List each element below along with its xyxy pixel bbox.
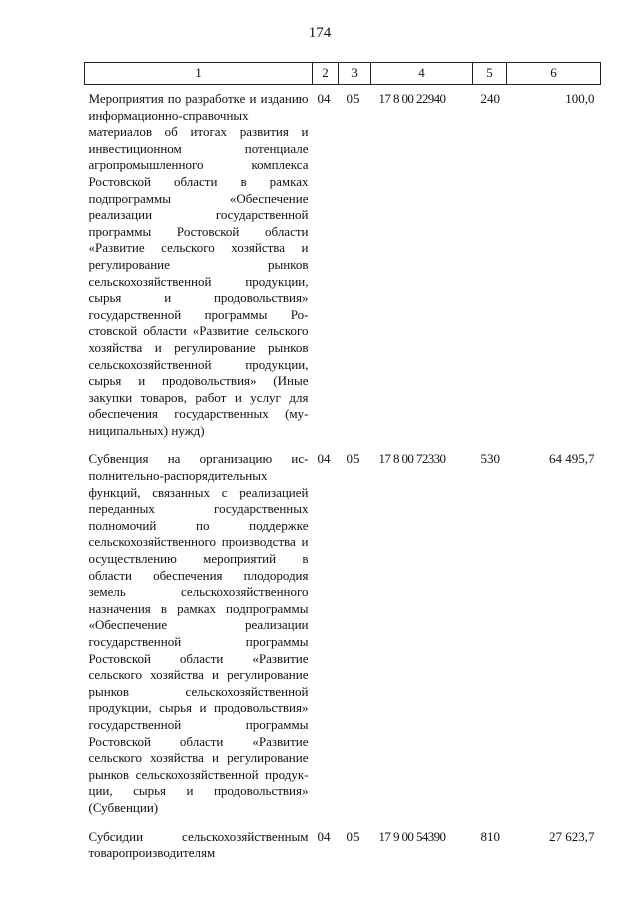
header-row [85, 63, 601, 85]
row-expense-type: 240 [480, 91, 500, 106]
row-subsection: 05 [346, 451, 360, 467]
table-row [85, 823, 601, 868]
budget-table [84, 62, 601, 868]
table-row [85, 445, 601, 822]
page-number: 174 [308, 25, 332, 41]
row-target-article: 17 9 00 54390 [378, 828, 446, 844]
row-target-article: 17 8 00 72330 [378, 451, 446, 467]
column-header-4: 4 [371, 63, 473, 85]
row-section: 04 [317, 91, 331, 106]
row-subsection: 05 [346, 828, 360, 844]
row-amount: 64 495,7 [549, 451, 595, 467]
row-target-article: 17 8 00 22940 [378, 91, 446, 106]
column-header-3: 3 [339, 63, 371, 85]
row-amount: 100,0 [565, 91, 595, 106]
row-description: Субсидии сельскохозяйственным товаропроизводителям [88, 828, 309, 861]
row-expense-type: 530 [480, 451, 500, 467]
column-header-6: 6 [507, 63, 601, 85]
row-amount: 27 623,7 [549, 828, 595, 844]
column-header-1: 1 [85, 63, 313, 85]
row-expense-type: 810 [480, 828, 500, 844]
table-row [85, 85, 601, 446]
column-header-5: 5 [473, 63, 507, 85]
row-description: Мероприятия по разработке и изданию информационно-справочных материалов об итогах развития и инвестиционном потенциале агропромышленного комплекса Ростовской области в рамках подпрограммы «Обеспечение реализации государственной программы Ростовской области «Развитие сельского хозяйства и регулирование рынков сельскохозяйственной продукции, сырья и продовольствия» государственной программы Ростовской области «Развитие сельского хозяйства и регулирование рынков сельскохозяйственной продукции, сырья и продовольствия» (Иные закупки товаров, работ и услуг для обеспечения государственных (муниципальных) нужд) [88, 91, 309, 438]
column-header-2: 2 [313, 63, 339, 85]
row-section: 04 [317, 451, 331, 467]
row-description: Субвенция на организацию исполнительно-распорядительных функций, связанных с реализацией переданных государственных полномочий по поддержке сельскохозяйственного производства и осуществлению мероприятий в области обеспечения плодородия земель сельскохозяйственного назначения в рамках подпрограммы «Обеспечение реализации государственной программы Ростовской области «Развитие сельского хозяйства и регулирование рынков сельскохозяйственной продукции, сырья и продовольствия» государственной программы Ростовской области «Развитие сельского хозяйства и регулирование рынков сельскохозяйственной продукции, сырья и продовольствия» (Субвенции) [88, 451, 309, 815]
row-section: 04 [317, 828, 331, 844]
row-subsection: 05 [346, 91, 360, 106]
